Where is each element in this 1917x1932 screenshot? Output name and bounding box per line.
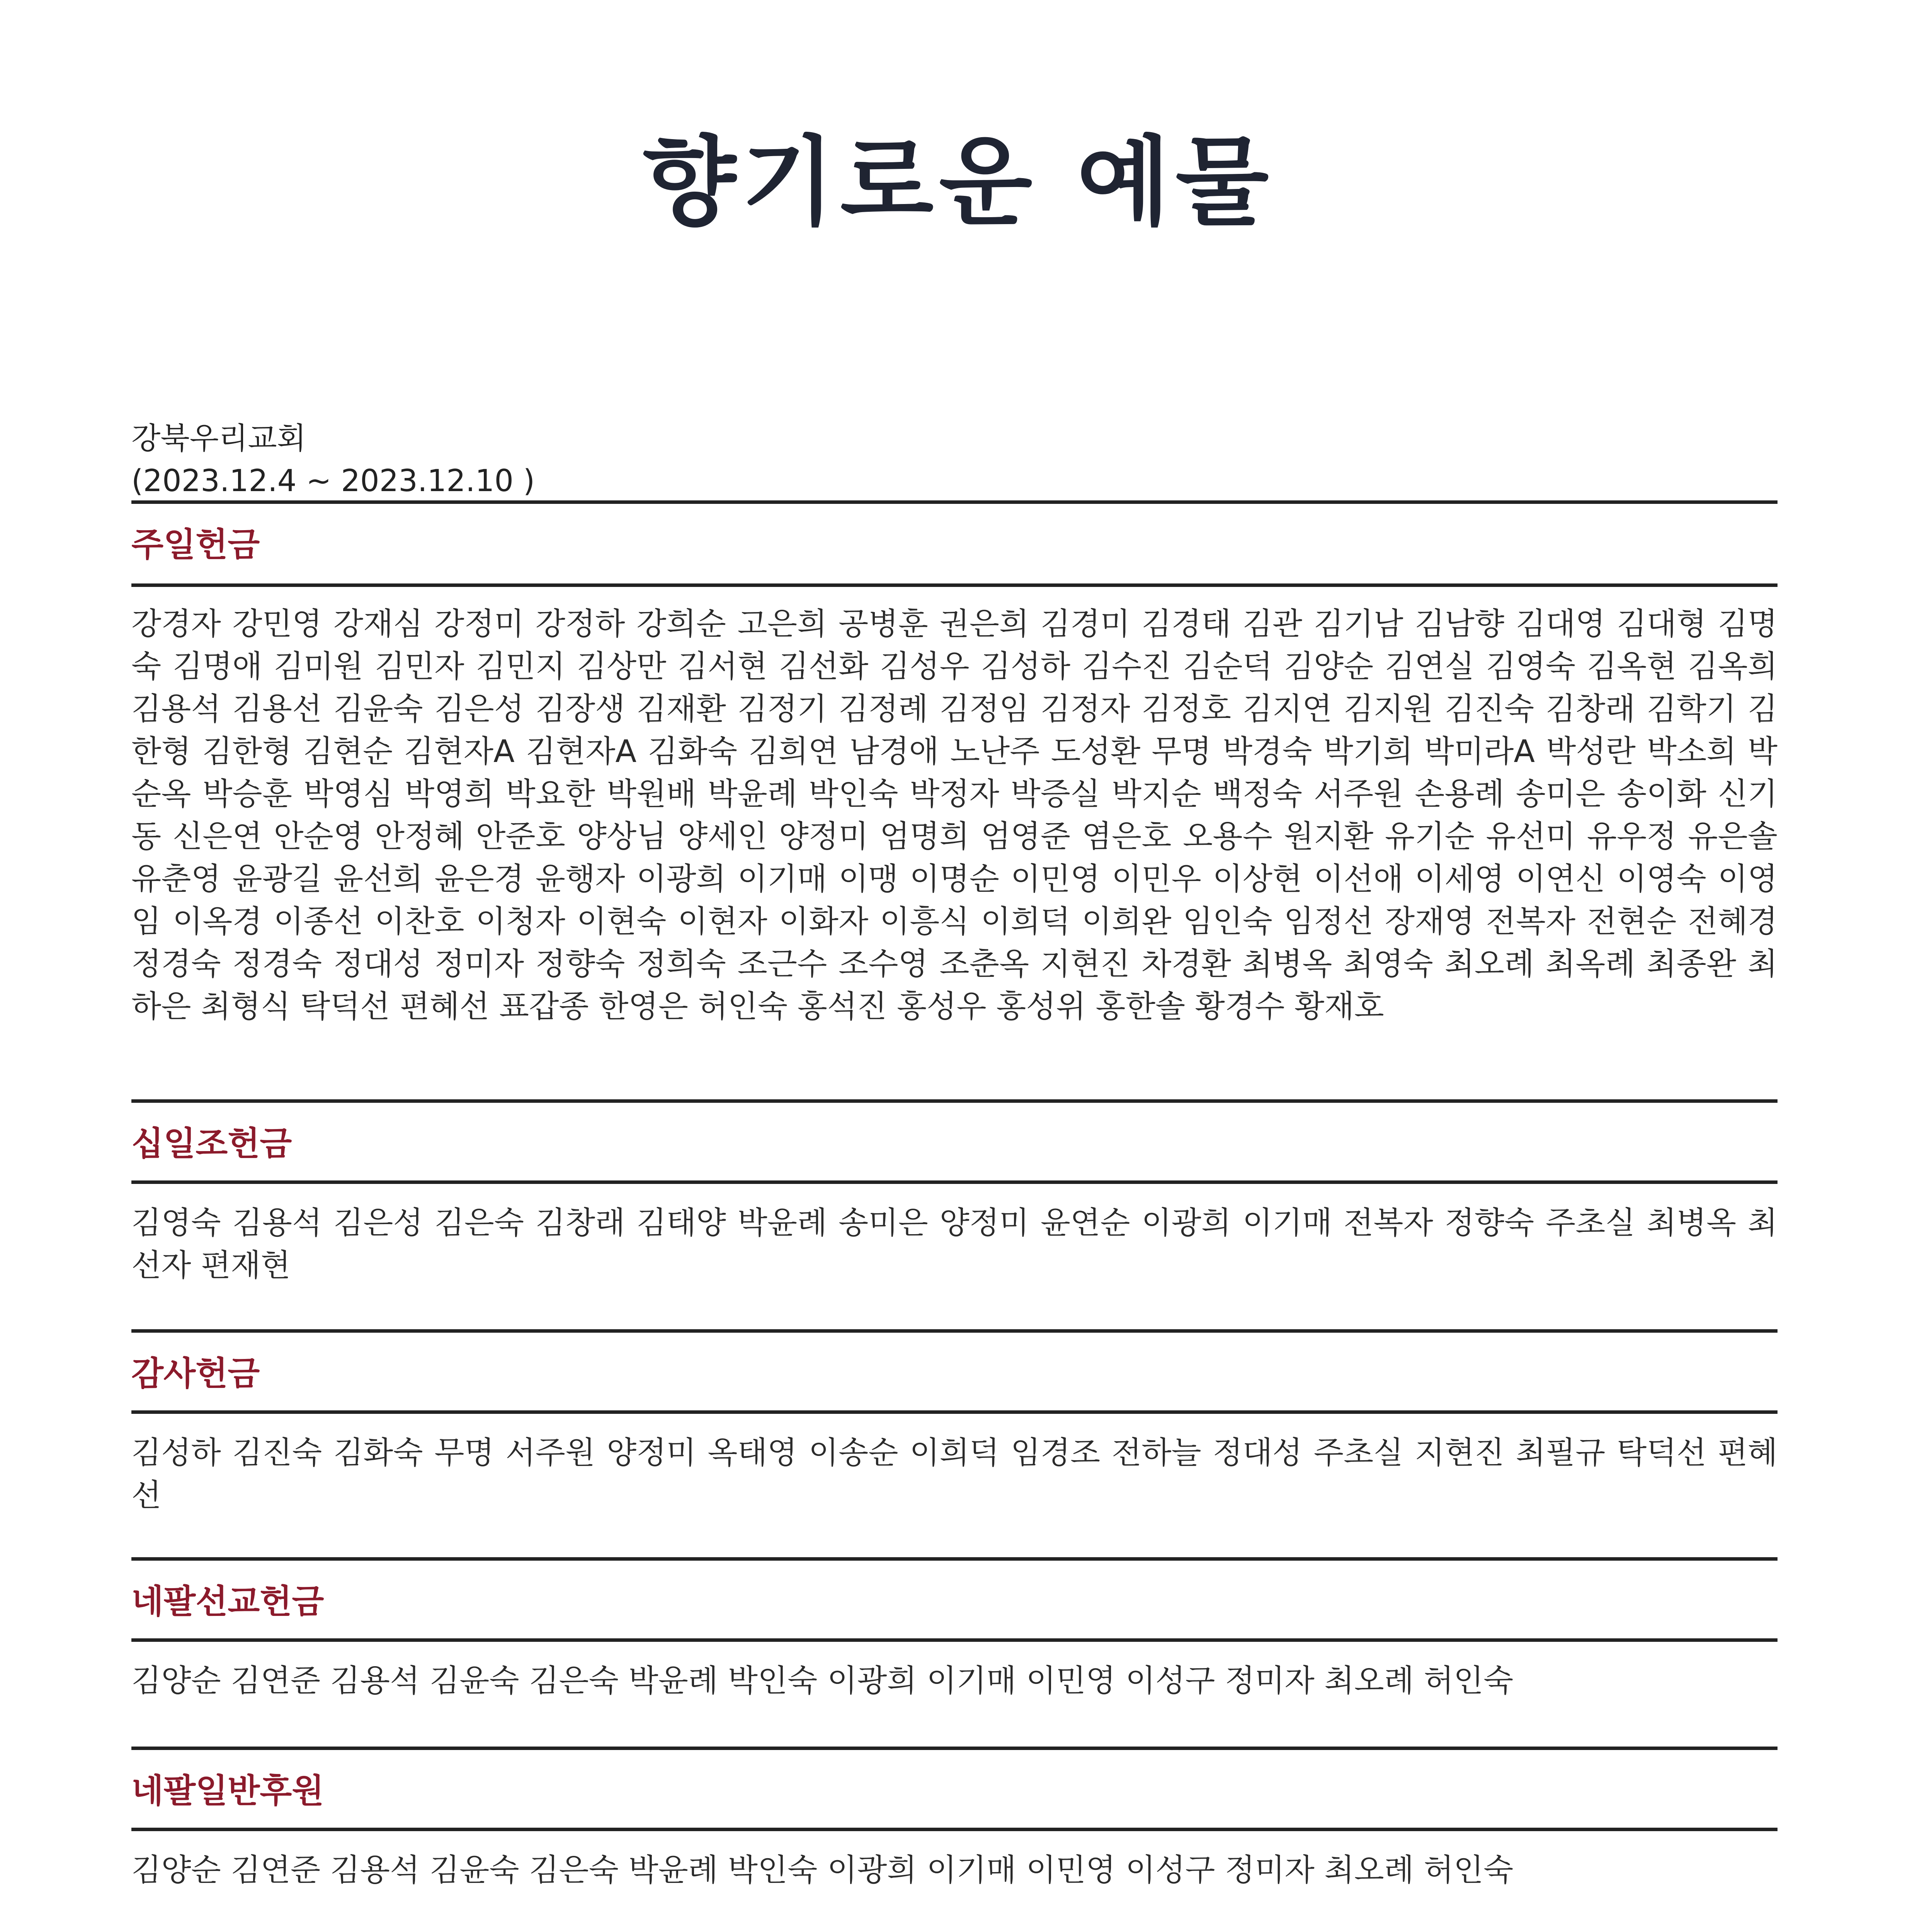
- section-divider: [131, 583, 1778, 587]
- section-divider: [131, 1410, 1778, 1414]
- section-names-nepal-support: 김양순 김연준 김용석 김윤숙 김은숙 박윤례 박인숙 이광희 이기매 이민영 이성구 정미자 최오례 허인숙: [131, 1852, 1514, 1888]
- section-names-nepal-mission: 김양순 김연준 김용석 김윤숙 김은숙 박윤례 박인숙 이광희 이기매 이민영 이성구 정미자 최오례 허인숙: [131, 1663, 1514, 1699]
- section-heading-sunday: 주일헌금: [131, 526, 260, 564]
- date-range: (2023.12.4 ~ 2023.12.10 ): [131, 464, 535, 498]
- section-heading-nepal-mission: 네팔선교헌금: [131, 1582, 324, 1621]
- section-heading-thanksgiving: 감사헌금: [131, 1354, 260, 1393]
- section-divider: [131, 1099, 1778, 1103]
- section-divider: [131, 1180, 1778, 1184]
- section-divider: [131, 1329, 1778, 1333]
- section-divider: [131, 500, 1778, 504]
- section-divider: [131, 1638, 1778, 1642]
- document-meta: [131, 417, 535, 502]
- church-name: 강북우리교회: [131, 421, 306, 456]
- section-names-sunday: 강경자 강민영 강재심 강정미 강정하 강희순 고은희 공병훈 권은희 김경미 김경태 김관 김기남 김남향 김대영 김대형 김명숙 김명애 김미원 김민자 김민지 김상만 김서현 김선화 김성우 김성하 김수진 김순덕 김양순 김연실 김영숙 김옥현 김옥희 김용석 김용선 김윤숙 김은성 김장생 김재환 김정기 김정례 김정임 김정자 김정호 김지연 김지원 김진숙 김창래 김학기 김한형 김한형 김현순 김현자A 김현자A 김화숙 김희연 남경애 노난주 도성환 무명 박경숙 박기희 박미라A 박성란 박소희 박순옥 박승훈 박영심 박영희 박요한 박원배 박윤례 박인숙 박정자 박증실 박지순 백정숙 서주원 손용례 송미은 송이화 신기동 신은연 안순영 안정혜 안준호 양상님 양세인 양정미 엄명희 엄영준 염은호 오용수 원지환 유기순 유선미 유우정 유은솔 유춘영 윤광길 윤선희 윤은경 윤행자 이광희 이기매 이맹 이명순 이민영 이민우 이상현 이선애 이세영 이연신 이영숙 이영임 이옥경 이종선 이찬호 이청자 이현숙 이현자 이화자 이흥식 이희덕 이희완 임인숙 임정선 장재영 전복자 전현순 전혜경 정경숙 정경숙 정대성 정미자 정향숙 정희숙 조근수 조수영 조춘옥 지현진 차경환 최병옥 최영숙 최오례 최옥례 최종완 최하은 최형식 탁덕선 편혜선 표갑종 한영은 허인숙 홍석진 홍성우 홍성위 홍한솔 황경수 황재호: [131, 606, 1778, 1024]
- section-divider: [131, 1828, 1778, 1831]
- section-divider: [131, 1557, 1778, 1561]
- section-heading-nepal-support: 네팔일반후원: [131, 1772, 324, 1810]
- section-names-tithe: 김영숙 김용석 김은성 김은숙 김창래 김태양 박윤례 송미은 양정미 윤연순 이광희 이기매 전복자 정향숙 주초실 최병옥 최선자 편재현: [131, 1205, 1778, 1283]
- section-heading-tithe: 십일조헌금: [131, 1124, 292, 1163]
- section-divider: [131, 1747, 1778, 1750]
- page-title: 향기로운 예물: [643, 126, 1274, 238]
- section-names-thanksgiving: 김성하 김진숙 김화숙 무명 서주원 양정미 옥태영 이송순 이희덕 임경조 전하늘 정대성 주초실 지현진 최필규 탁덕선 편혜선: [131, 1435, 1778, 1513]
